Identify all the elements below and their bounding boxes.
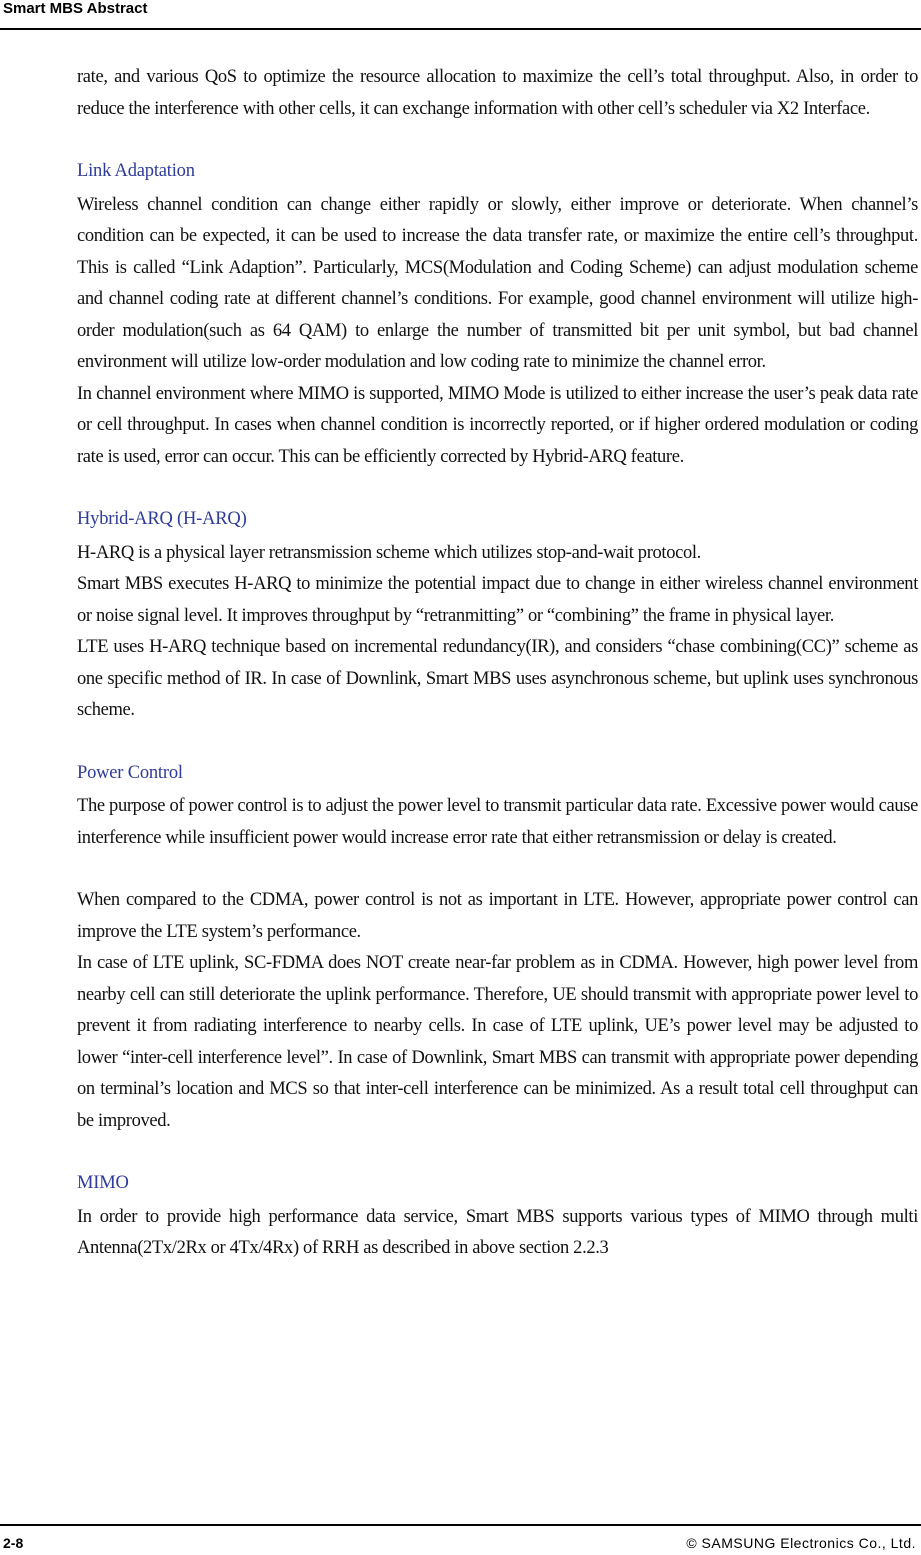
header-title: Smart MBS Abstract (3, 0, 148, 17)
section-hybrid-arq (77, 504, 918, 727)
power-control-paragraph-3: In case of LTE uplink, SC-FDMA does NOT create near-far problem as in CDMA. However, high power level from nearby cell can still deteriorate the uplink performance. Therefore, UE should transmit with appropriate power level to prevent it from radiating interference to nearby cells. In case of LTE uplink, UE’s power level may be adjusted to lower “inter-cell interference level”. In case of Downlink, Smart MBS can transmit with appropriate power depending on terminal’s location and MCS so that inter-cell interference can be minimized. As a result total cell throughput can be improved. (77, 953, 918, 1131)
section-heading-power-control: Power Control (77, 762, 183, 783)
page-header (0, 0, 921, 30)
intro-paragraph: rate, and various QoS to optimize the resource allocation to maximize the cell’s total throughput. Also, in order to reduce the interference with other cells, it can exchange information with other cell’s scheduler via X2 Interface. (77, 67, 918, 119)
hybrid-arq-paragraph-1: H-ARQ is a physical layer retransmission scheme which utilizes stop-and-wait protocol. (77, 542, 701, 563)
document-body (77, 62, 918, 1265)
link-adaptation-paragraph-1: Wireless channel condition can change either rapidly or slowly, either improve or deteriorate. When channel’s condition can be expected, it can be used to increase the data transfer rate, or maximize the entire cell’s throughput. This is called “Link Adaption”. Particularly, MCS(Modulation and Coding Scheme) can adjust modulation scheme and channel coding rate at different channel’s conditions. For example, good channel environment will utilize high-order modulation(such as 64 QAM) to enlarge the number of transmitted bit per unit symbol, but bad channel environment will utilize low-order modulation and low coding rate to minimize the channel error. (77, 194, 918, 372)
section-link-adaptation (77, 156, 918, 473)
copyright-notice: © SAMSUNG Electronics Co., Ltd. (686, 1535, 916, 1551)
link-adaptation-paragraph-2: In channel environment where MIMO is supported, MIMO Mode is utilized to either increase the user’s peak data rate or cell throughput. In cases when channel condition is incorrectly reported, or if higher ordered modulation or coding rate is used, error can occur. This can be efficiently corrected by Hybrid-ARQ feature. (77, 383, 918, 467)
section-heading-link-adaptation: Link Adaptation (77, 161, 195, 181)
section-power-control (77, 758, 918, 1138)
mimo-paragraph-1: In order to provide high performance data service, Smart MBS supports various types of MIMO through multi Antenna(2Tx/2Rx or 4Tx/4Rx) of RRH as described in above section 2.2.3 (77, 1206, 918, 1258)
hybrid-arq-paragraph-3: LTE uses H-ARQ technique based on incremental redundancy(IR), and considers “chase combining(CC)” scheme as one specific method of IR. In case of Downlink, Smart MBS uses asynchronous scheme, but uplink uses synchronous scheme. (77, 637, 918, 720)
section-heading-mimo: MIMO (77, 1173, 129, 1193)
page-footer (0, 1524, 921, 1555)
section-heading-hybrid-arq: Hybrid-ARQ (H-ARQ) (77, 509, 247, 529)
power-control-paragraph-1: The purpose of power control is to adjust the power level to transmit particular data rate. Excessive power would cause interference while insufficient power would increase error rate that either retransmission or delay is created. (77, 796, 918, 848)
section-mimo (77, 1168, 918, 1265)
hybrid-arq-paragraph-2: Smart MBS executes H-ARQ to minimize the potential impact due to change in either wireless channel environment or noise signal level. It improves throughput by “retranmitting” or “combining” the frame in physical layer. (77, 574, 918, 626)
page-number: 2-8 (3, 1535, 24, 1551)
power-control-paragraph-2: When compared to the CDMA, power control is not as important in LTE. However, appropriate power control can improve the LTE system’s performance. (77, 890, 918, 942)
